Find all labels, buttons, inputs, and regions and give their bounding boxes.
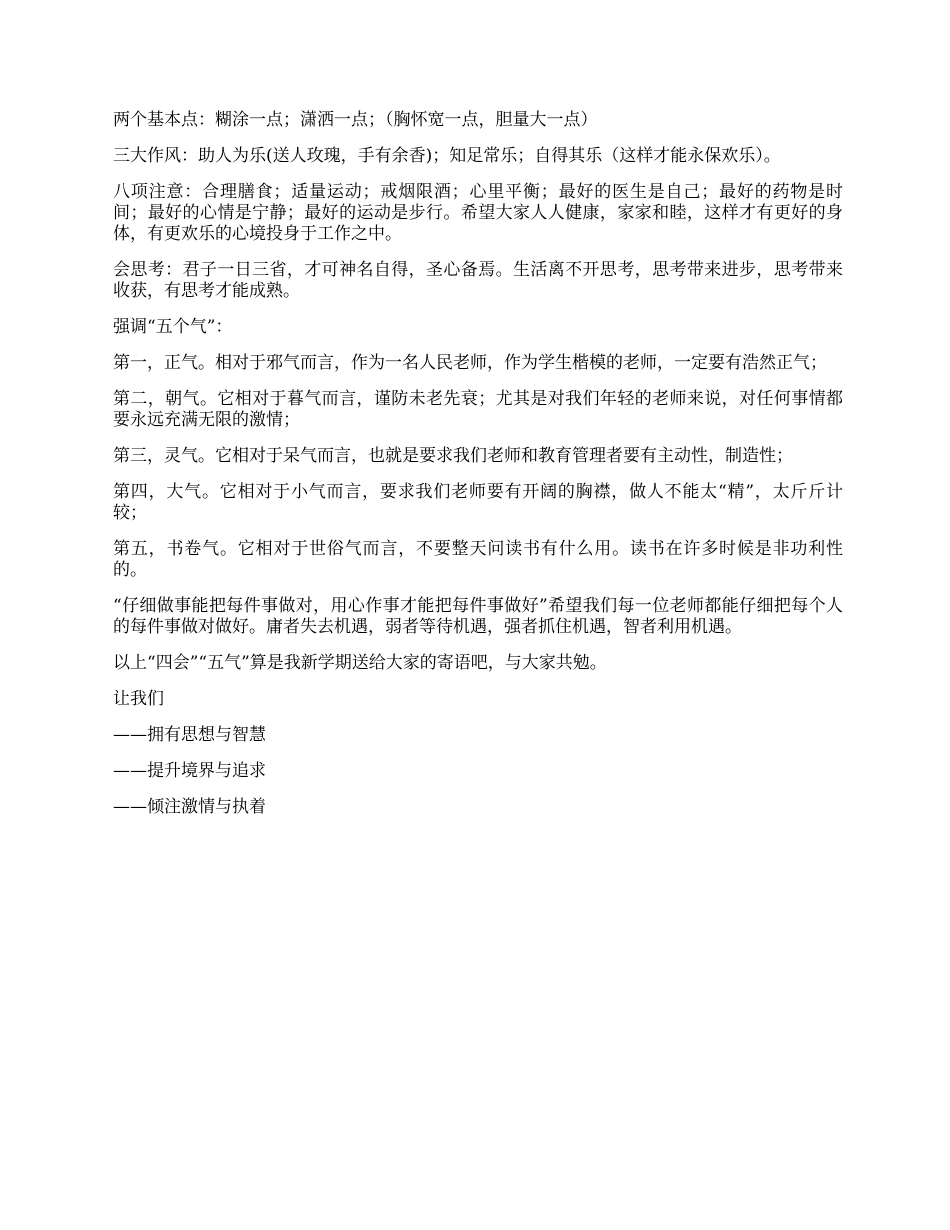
paragraph-three-styles: 三大作风：助人为乐(送人玫瑰，手有余香)；知足常乐；自得其乐（这样才能永保欢乐）。 xyxy=(113,146,781,166)
paragraph-qi-second: 第二，朝气。它相对于暮气而言，谨防未老先衰；尤其是对我们年轻的老师来说，对任何事情都要永远充满无限的激情； xyxy=(113,389,843,430)
paragraph-slogan-2: ——提升境界与追求 xyxy=(113,761,266,781)
paragraph-qi-fourth: 第四，大气。它相对于小气而言，要求我们老师要有开阔的胸襟，做人不能太“精”，太斤斤计较； xyxy=(113,482,843,523)
paragraph-five-qi-heading: 强调“五个气”： xyxy=(113,317,233,337)
paragraph-two-basic-points: 两个基本点：糊涂一点；潇洒一点；（胸怀宽一点，胆量大一点） xyxy=(113,110,598,130)
paragraph-slogan-3: ——倾注激情与执着 xyxy=(113,797,266,817)
paragraph-let-us: 让我们 xyxy=(113,689,164,709)
paragraph-eight-notes: 八项注意：合理膳食；适量运动；戒烟限酒；心里平衡；最好的医生是自己；最好的药物是时间；最好的心情是宁静；最好的运动是步行。希望大家人人健康，家家和睦，这样才有更好的身体，有更欢乐的心境投身于工作之中。 xyxy=(113,182,843,244)
paragraph-summary: 以上“四会”“五气”算是我新学期送给大家的寄语吧，与大家共勉。 xyxy=(113,653,607,673)
paragraph-think: 会思考：君子一日三省，才可神名自得，圣心备焉。生活离不开思考，思考带来进步，思考带来收获，有思考才能成熟。 xyxy=(113,260,843,301)
paragraph-qi-third: 第三，灵气。它相对于呆气而言，也就是要求我们老师和教育管理者要有主动性，制造性； xyxy=(113,446,793,466)
paragraph-qi-first: 第一，正气。相对于邪气而言，作为一名人民老师，作为学生楷模的老师，一定要有浩然正气； xyxy=(113,353,827,373)
paragraph-qi-fifth: 第五，书卷气。它相对于世俗气而言，不要整天问读书有什么用。读书在许多时候是非功利性的。 xyxy=(113,539,843,580)
paragraph-quote: “仔细做事能把每件事做对，用心作事才能把每件事做好”希望我们每一位老师都能仔细把每个人的每件事做对做好。庸者失去机遇，弱者等待机遇，强者抓住机遇，智者利用机遇。 xyxy=(113,596,843,637)
document-body xyxy=(113,110,843,833)
paragraph-slogan-1: ——拥有思想与智慧 xyxy=(113,725,266,745)
